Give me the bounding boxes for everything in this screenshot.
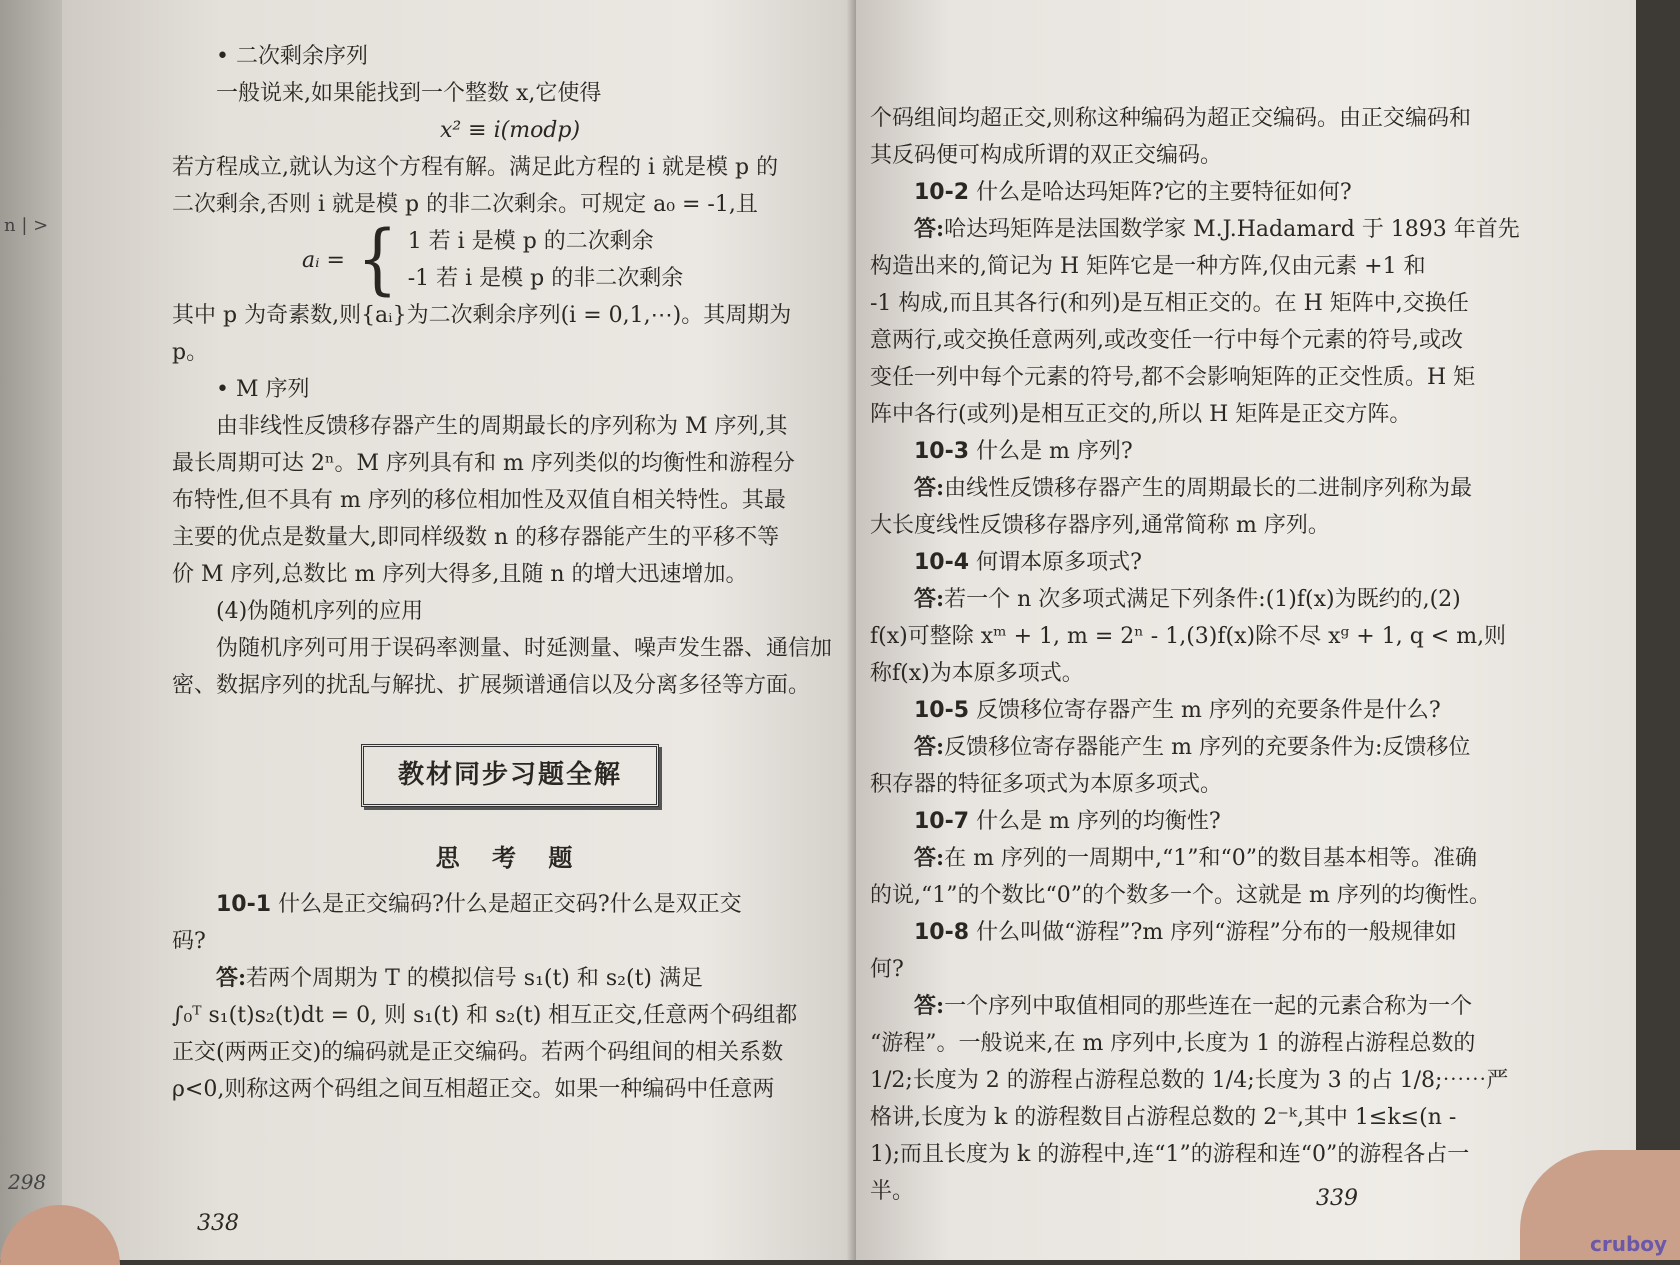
watermark-text: cruboy: [1590, 1232, 1668, 1256]
question-number: 10-7: [914, 809, 970, 834]
question-line: [172, 886, 848, 923]
answer-line: [870, 840, 1596, 877]
answer-text: 由线性反馈移存器产生的周期最长的二进制序列称为最: [944, 476, 1473, 501]
text-line: 密、数据序列的扰乱与解扰、扩展频谱通信以及分离多径等方面。: [172, 673, 811, 698]
question-text: 什么是 m 序列的均衡性?: [976, 809, 1221, 834]
text-line: 阵中各行(或列)是相互正交的,所以 H 矩阵是正交方阵。: [870, 402, 1412, 427]
text-line: 称f(x)为本原多项式。: [870, 661, 1084, 686]
answer-label: 答:: [914, 993, 945, 1019]
text-line: f(x)可整除 xᵐ + 1, m = 2ⁿ - 1,(3)f(x)除不尽 xᵍ + 1, q < m,则: [870, 624, 1507, 649]
answer-label: 答:: [914, 475, 945, 501]
answer-text: 一个序列中取值相同的那些连在一起的元素合称为一个: [944, 994, 1473, 1019]
text-line: • 二次剩余序列: [216, 44, 368, 69]
answer-line: [870, 211, 1596, 248]
answer-text: 若一个 n 次多项式满足下列条件:(1)f(x)为既约的,(2): [944, 587, 1461, 612]
text-line: “游程”。一般说来,在 m 序列中,长度为 1 的游程占游程总数的: [870, 1031, 1476, 1056]
text-line: 其中 p 为奇素数,则{aᵢ}为二次剩余序列(i = 0,1,⋯)。其周期为: [172, 303, 792, 328]
question-line: [870, 692, 1596, 729]
text-line: 大长度线性反馈移存器序列,通常简称 m 序列。: [870, 513, 1330, 538]
answer-text: 哈达玛矩阵是法国数学家 M.J.Hadamard 于 1893 年首先: [944, 217, 1520, 242]
left-page: [62, 0, 862, 1260]
answer-line: [172, 960, 848, 997]
answer-label: 答:: [216, 965, 247, 991]
page-number: 339: [1316, 1186, 1358, 1211]
question-text: 什么叫做“游程”?m 序列“游程”分布的一般规律如: [976, 920, 1457, 945]
page-number: 338: [197, 1211, 239, 1236]
text-line: 何?: [870, 957, 904, 982]
question-line: [870, 174, 1596, 211]
question-text: 反馈移位寄存器产生 m 序列的充要条件是什么?: [976, 698, 1441, 723]
question-line: [870, 544, 1596, 581]
answer-text: 在 m 序列的一周期中,“1”和“0”的数目基本相等。准确: [944, 846, 1477, 871]
text-line: 由非线性反馈移存器产生的周期最长的序列称为 M 序列,其: [216, 414, 788, 439]
text-line: 价 M 序列,总数比 m 序列大得多,且随 n 的增大迅速增加。: [172, 562, 748, 587]
question-line: [870, 914, 1596, 951]
background-page-number: 298: [8, 1170, 47, 1194]
right-page: [856, 0, 1636, 1260]
piecewise-lhs: aᵢ =: [302, 247, 345, 273]
piecewise-definition: [172, 215, 848, 305]
answer-label: 答:: [914, 586, 945, 612]
congruence-equation: x² ≡ i(modp): [439, 118, 581, 143]
answer-label: 答:: [914, 845, 945, 871]
question-text: 什么是哈达玛矩阵?它的主要特征如何?: [976, 180, 1352, 205]
text-line: 其反码便可构成所谓的双正交编码。: [870, 143, 1223, 168]
question-line: [870, 433, 1596, 470]
question-number: 10-8: [914, 920, 970, 945]
text-line: ρ<0,则称这两个码组之间互相超正交。如果一种编码中任意两: [172, 1077, 775, 1102]
text-line: 格讲,长度为 k 的游程数目占游程总数的 2⁻ᵏ,其中 1≤k≤(n -: [870, 1105, 1457, 1130]
section-box-title: 教材同步习题全解: [361, 744, 659, 807]
question-number: 10-5: [914, 698, 970, 723]
answer-text: 若两个周期为 T 的模拟信号 s₁(t) 和 s₂(t) 满足: [246, 966, 703, 991]
text-line: 一般说来,如果能找到一个整数 x,它使得: [216, 81, 602, 106]
answer-line: [870, 988, 1596, 1025]
text-line: (4)伪随机序列的应用: [216, 599, 424, 624]
text-line: 半。: [870, 1179, 915, 1204]
text-line: 1);而且长度为 k 的游程中,连“1”的游程和连“0”的游程各占一: [870, 1142, 1470, 1167]
answer-label: 答:: [914, 216, 945, 242]
question-number: 10-2: [914, 180, 970, 205]
text-line: 积存器的特征多项式为本原多项式。: [870, 772, 1223, 797]
text-line: 个码组间均超正交,则称这种编码为超正交编码。由正交编码和: [870, 106, 1471, 131]
text-line: 变任一列中每个元素的符号,都不会影响矩阵的正交性质。H 矩: [870, 365, 1476, 390]
answer-line: [870, 581, 1596, 618]
piecewise-row: 1 若 i 是模 p 的二次剩余: [407, 229, 654, 254]
text-line: 最长周期可达 2ⁿ。M 序列具有和 m 序列类似的均衡性和游程分: [172, 451, 795, 476]
text-line: 主要的优点是数量大,即同样级数 n 的移存器能产生的平移不等: [172, 525, 780, 550]
text-line: 若方程成立,就认为这个方程有解。满足此方程的 i 就是模 p 的: [172, 155, 779, 180]
text-line: 正交(两两正交)的编码就是正交编码。若两个码组间的相关系数: [172, 1040, 784, 1065]
text-line: -1 构成,而且其各行(和列)是互相正交的。在 H 矩阵中,交换任: [870, 291, 1469, 316]
text-line: p。: [172, 340, 209, 365]
text-line: 伪随机序列可用于误码率测量、时延测量、噪声发生器、通信加: [216, 636, 833, 661]
text-line: 构造出来的,简记为 H 矩阵它是一种方阵,仅由元素 +1 和: [870, 254, 1426, 279]
question-number: 10-1: [216, 892, 272, 917]
answer-label: 答:: [914, 734, 945, 760]
brace-symbol: {: [356, 215, 398, 305]
question-number: 10-3: [914, 439, 970, 464]
text-line: ∫₀ᵀ s₁(t)s₂(t)dt = 0, 则 s₁(t) 和 s₂(t) 相互正交,任意两个码组都: [172, 1003, 798, 1028]
question-text: 什么是正交编码?什么是超正交码?什么是双正交: [278, 892, 742, 917]
section-title: 思 考 题: [435, 843, 585, 872]
piecewise-row: -1 若 i 是模 p 的非二次剩余: [407, 266, 684, 291]
text-line: 二次剩余,否则 i 就是模 p 的非二次剩余。可规定 a₀ = -1,且: [172, 192, 758, 217]
answer-line: [870, 470, 1596, 507]
margin-mark: n | >: [4, 215, 49, 236]
text-line: 意两行,或交换任意两列,或改变任一行中每个元素的符号,或改: [870, 328, 1463, 353]
question-text: 何谓本原多项式?: [976, 550, 1142, 575]
question-line: [870, 803, 1596, 840]
text-line: 1/2;长度为 2 的游程占游程总数的 1/4;长度为 3 的占 1/8;⋯⋯严: [870, 1068, 1509, 1093]
text-line: 的说,“1”的个数比“0”的个数多一个。这就是 m 序列的均衡性。: [870, 883, 1491, 908]
text-line: 布特性,但不具有 m 序列的移位相加性及双值自相关特性。其最: [172, 488, 786, 513]
text-line: 码?: [172, 929, 206, 954]
answer-text: 反馈移位寄存器能产生 m 序列的充要条件为:反馈移位: [944, 735, 1471, 760]
question-number: 10-4: [914, 550, 970, 575]
answer-line: [870, 729, 1596, 766]
question-text: 什么是 m 序列?: [976, 439, 1133, 464]
text-line: • M 序列: [216, 377, 310, 402]
